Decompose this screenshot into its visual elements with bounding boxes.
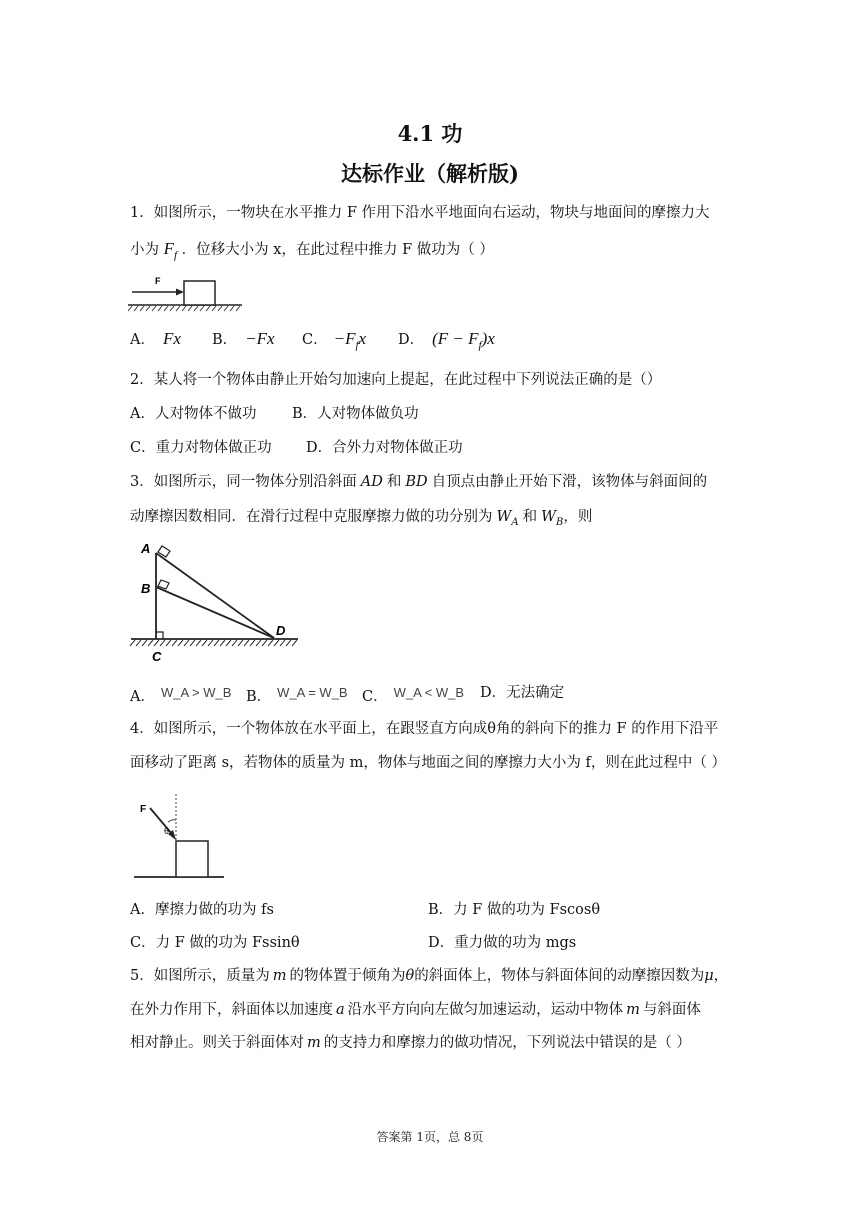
q2-stem: 2．某人将一个物体由静止开始匀加速向上提起，在此过程中下列说法正确的是（） [130,372,662,388]
q2-option-d[interactable]: D．合外力对物体做正功 [306,440,463,456]
q5-stem-line1: 5．如图所示，质量为 m 的物体置于倾角为θ的斜面体上，物体与斜面体间的动摩擦因数为μ， [130,968,729,984]
q1-stem-line1: 1．如图所示，一物块在水平推力 F 作用下沿水平地面向右运动，物块与地面间的摩擦力大 [130,205,710,221]
q3-option-b[interactable]: B． W_A = W_B [246,685,348,705]
q1-stem-text2: ．位移大小为 x，在此过程中推力 F 做功为（ ） [181,242,494,258]
point-c-label: C [152,649,162,664]
q1-option-a[interactable]: A． Fx [130,329,181,348]
q5-stem-line3: 相对静止。则关于斜面体对 m 的支持力和摩擦力的做功情况，下列说法中错误的是（ ） [130,1035,691,1051]
point-a-label: A [141,541,151,556]
q1-block-figure [128,272,243,314]
point-b-label: B [141,581,151,596]
q3-option-c[interactable]: C． W_A < W_B [362,685,465,705]
point-d-label: D [276,623,286,638]
q4-stem-line2: 面移动了距离 s，若物体的质量为 m，物体与地面之间的摩擦力大小为 f，则在此过程中（ ） [130,755,726,771]
push-force-label: F [140,804,147,815]
q1-option-c[interactable]: C． $-F_fx$ [302,329,367,352]
q1-stem-text: 小为 [130,242,159,258]
friction-symbol: $F_f$ [163,239,178,262]
q1-option-b[interactable]: B． −Fx [212,329,275,348]
force-label: F [155,276,161,286]
page-title: 4.1 功 [397,121,463,146]
page-footer: 答案第 1页，总 8页 [376,1130,484,1144]
page-subtitle: 达标作业（解析版) [341,161,519,186]
q4-push-figure [128,788,228,884]
q4-option-a[interactable]: A．摩擦力做的功为 fs [130,902,274,918]
q4-option-b[interactable]: B．力 F 做的功为 Fscosθ [428,902,601,918]
q4-stem-line1: 4．如图所示，一个物体放在水平面上，在跟竖直方向成θ角的斜向下的推力 F 的作用下沿平 [130,721,719,737]
q3-option-a[interactable]: A． W_A > W_B [130,685,232,705]
q2-option-b[interactable]: B．人对物体做负功 [292,406,419,422]
q3-stem-line1: 3．如图所示，同一物体分别沿斜面 AD 和 BD 自顶点由静止开始下滑，该物体与斜面间的 [130,474,708,490]
q2-option-c[interactable]: C．重力对物体做正功 [130,440,272,456]
q4-option-d[interactable]: D．重力做的功为 mgs [428,935,577,951]
q3-incline-figure [128,535,300,667]
q1-stem-line2 [130,239,494,265]
q4-option-c[interactable]: C．力 F 做的功为 Fssinθ [130,935,300,951]
angle-theta-label: θ [164,826,170,836]
q3-option-d[interactable]: D．无法确定 [480,685,565,701]
q5-stem-line2: 在外力作用下，斜面体以加速度 a 沿水平方向向左做匀加速运动，运动中物体 m 与斜面体 [130,1002,701,1018]
q1-option-d[interactable]: D． $(F - F_f)x$ [398,329,495,352]
q2-option-a[interactable]: A．人对物体不做功 [130,406,257,422]
q3-stem-line2: 动摩擦因数相同．在滑行过程中克服摩擦力做的功分别为 $W_A$ 和 $W_B$，则 [130,509,593,528]
